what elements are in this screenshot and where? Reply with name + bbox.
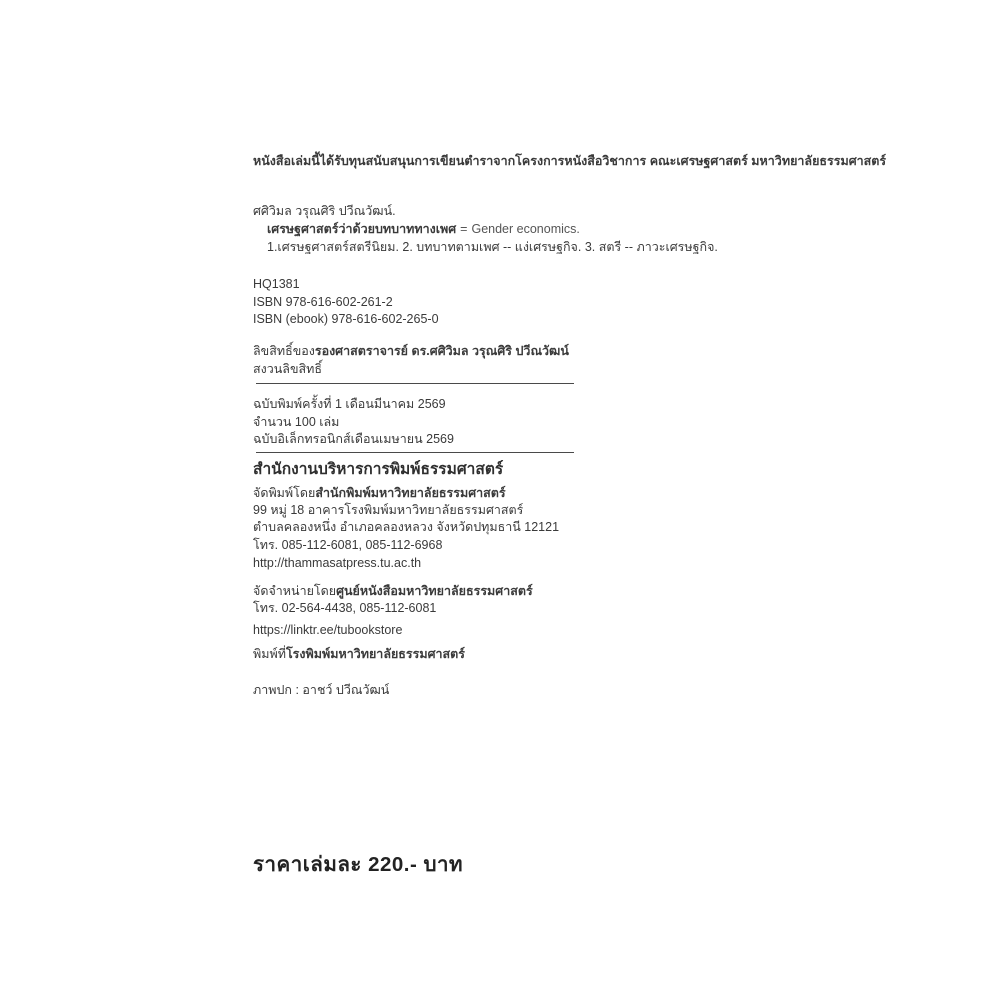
distributor-name: ศูนย์หนังสือมหาวิทยาลัยธรรมศาสตร์ — [336, 584, 533, 598]
copyright-line — [253, 343, 569, 361]
publisher-office-title: สำนักงานบริหารการพิมพ์ธรรมศาสตร์ — [253, 461, 504, 478]
printer-prefix: พิมพ์ที่ — [253, 647, 286, 661]
cover-credit: ภาพปก : อาชว์ ปวีณวัฒน์ — [253, 683, 390, 697]
edition-block — [253, 396, 454, 449]
distributor-line — [253, 583, 533, 601]
published-by-prefix: จัดพิมพ์โดย — [253, 486, 316, 500]
publisher-address-line2: ตำบลคลองหนึ่ง อำเภอคลองหลวง จังหวัดปทุมธานี 12121 — [253, 520, 560, 534]
rights-reserved: สงวนลิขสิทธิ์ — [253, 362, 323, 376]
divider-line-bottom — [256, 452, 574, 453]
edition-ebook: ฉบับอิเล็กทรอนิกส์เดือนเมษายน 2569 — [253, 432, 454, 446]
funding-note: หนังสือเล่มนี้ได้รับทุนสนับสนุนการเขียนตำราจากโครงการหนังสือวิชาการ คณะเศรษฐศาสตร์ มหาวิทยาลัยธรรมศาสตร์ — [253, 154, 887, 168]
cip-author: ศศิวิมล วรุณศิริ ปวีณวัฒน์. — [253, 204, 396, 218]
published-by-name: สำนักพิมพ์มหาวิทยาลัยธรรมศาสตร์ — [315, 486, 506, 500]
cip-title-english: Gender economics. — [471, 222, 580, 236]
divider-line-top — [256, 383, 574, 384]
price-text: ราคาเล่มละ 220.- บาท — [253, 853, 464, 876]
distributor-phone: โทร. 02-564-4438, 085-112-6081 — [253, 601, 437, 615]
copyright-prefix: ลิขสิทธิ์ของ — [253, 344, 315, 358]
publisher-website: http://thammasatpress.tu.ac.th — [253, 556, 422, 570]
cip-subjects: 1.เศรษฐศาสตร์สตรีนิยม. 2. บทบาทตามเพศ -- แง่เศรษฐกิจ. 3. สตรี -- ภาวะเศรษฐกิจ. — [267, 240, 718, 254]
cip-title-separator: = — [460, 222, 468, 236]
copyright-holder: รองศาสตราจารย์ ดร.ศศิวิมล วรุณศิริ ปวีณวัฒน์ — [314, 344, 569, 358]
distributor-website: https://linktr.ee/tubookstore — [253, 623, 403, 637]
distributor-prefix: จัดจำหน่ายโดย — [253, 584, 337, 598]
published-by-line — [253, 485, 506, 503]
publisher-phone: โทร. 085-112-6081, 085-112-6968 — [253, 538, 443, 552]
printer-line — [253, 646, 465, 664]
publisher-address-line1: 99 หมู่ 18 อาคารโรงพิมพ์มหาวิทยาลัยธรรมศาสตร์ — [253, 503, 524, 517]
cip-title — [267, 221, 580, 239]
cip-title-thai: เศรษฐศาสตร์ว่าด้วยบทบาททางเพศ — [267, 222, 457, 236]
printer-name: โรงพิมพ์มหาวิทยาลัยธรรมศาสตร์ — [285, 647, 466, 661]
isbn-print: ISBN 978-616-602-261-2 — [253, 294, 393, 309]
isbn-block — [253, 276, 439, 329]
edition-copies: จำนวน 100 เล่ม — [253, 414, 340, 429]
edition-print: ฉบับพิมพ์ครั้งที่ 1 เดือนมีนาคม 2569 — [253, 397, 446, 411]
call-number: HQ1381 — [253, 277, 300, 291]
isbn-ebook: ISBN (ebook) 978-616-602-265-0 — [253, 312, 439, 326]
